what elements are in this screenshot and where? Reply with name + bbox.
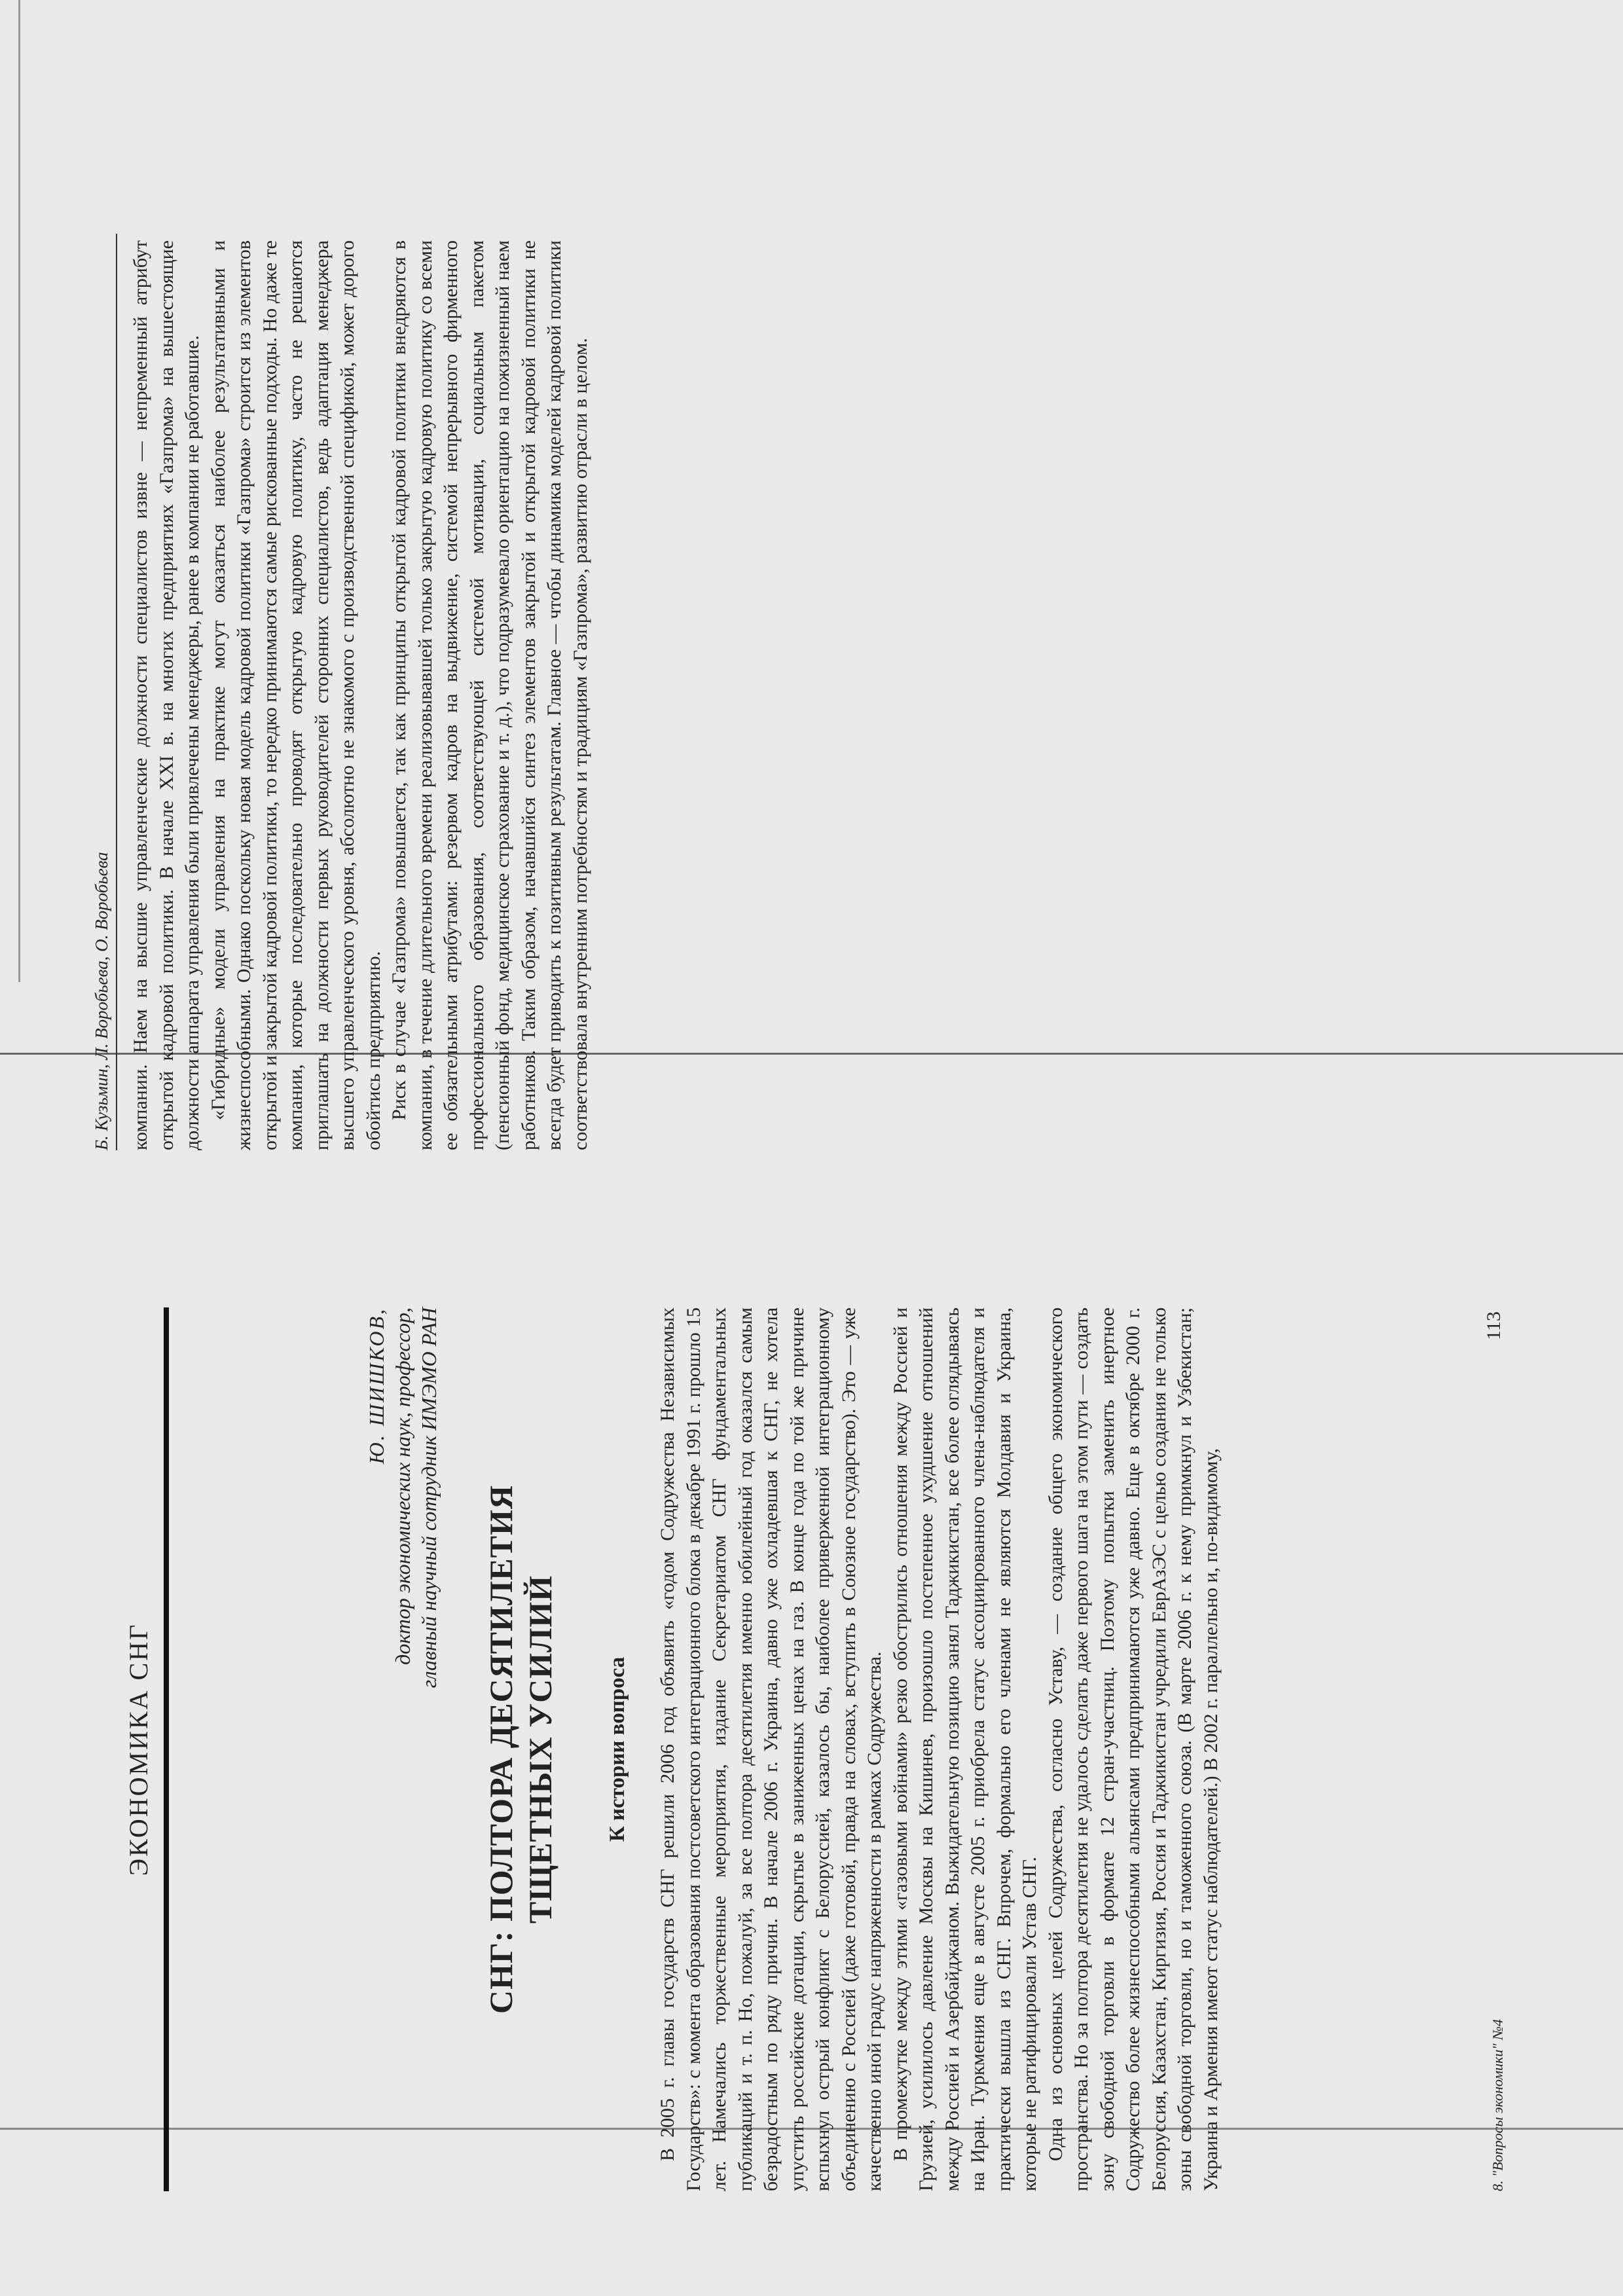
title-line: ТЩЕТНЫХ УСИЛИЙ (522, 1575, 558, 1924)
section-header: ЭКОНОМИКА СНГ (124, 1622, 153, 1876)
title-line: СНГ: ПОЛТОРА ДЕСЯТИЛЕТИЯ (483, 1485, 519, 2014)
paragraph: Одна из основных целей Содружества, согласно Уставу, — создание общего экономического пространства. Но за полтора десятилетия не удалось сделать даже первого шага на этом пути — создать зону свободной торговли в формате 12 стран-участниц. Поэтому попытки заменить инертное Содружество более жизнеспособными альянсами предпринимаются уже давно. Еще в октябре 2000 г. Белоруссия, Казахстан, Киргизия, Россия и Таджикистан учредили ЕврАзЭС с целью создания не только зоны свободной торговли, но и таможенного союза. (В марте 2006 г. к нему примкнул и Узбекистан; Украина и Армения имеют статус наблюдателей.) В 2002 г. параллельно и, по-видимому, (1044, 1307, 1222, 2191)
author-position: главный научный сотрудник ИМЭМО РАН (417, 1307, 441, 1688)
author-block (363, 1307, 442, 1903)
left-page-text (128, 240, 593, 1150)
header-rule (164, 1307, 169, 2191)
subheading: К истории вопроса (606, 1656, 629, 1842)
running-head: Б. Кузьмин, Л. Воробьева, О. Воробьева (92, 234, 117, 1150)
paragraph: Риск в случае «Газпрома» повышается, так как принципы открытой кадровой политики внедряются в компании, в течение длительного времени реализовывавшей только закрытую кадровую политику со всеми ее обязательными атрибутами: резервом кадров на выдвижение, системой непрерывного фирменного профессионального образования, соответствующей системой мотивации, социальным пакетом (пенсионный фонд, медицинское страхование и т. д.), что подразумевало ориентацию на пожизненный наем работников. Таким образом, начавшийся синтез элементов закрытой и открытой кадровой политики не всегда будет приводить к позитивным результатам. Главное — чтобы динамика моделей кадровой политики соответствовала внутренним потребностям и традициям «Газпрома», развитию отрасли в целом. (388, 240, 591, 1150)
paragraph: компании. Наем на высшие управленческие должности специалистов извне — непременный атрибут открытой кадровой политики. В начале XXI в. на многих предприятиях «Газпрома» на вышестоящие должности аппарата управления были привлечены менеджеры, ранее в компании не работавшие. (130, 240, 203, 1150)
paragraph: В 2005 г. главы государств СНГ решили 2006 год объявить «годом Содружества Независимых Государств»: с момента образования постсоветского интеграционного блока в декабре 1991 г. прошло 15 лет. Намечались торжественные мероприятия, издание Секретариатом СНГ фундаментальных публикаций и т. п. Но, пожалуй, за все полтора десятилетия именно юбилейный год оказался самым безрадостным по ряду причин. В начале 2006 г. Украина, давно уже охладевшая к СНГ, не хотела упустить российские дотации, скрытые в заниженных ценах на газ. В конце года по той же причине вспыхнул острый конфликт с Белоруссией, казалось бы, наиболее приверженной интеграционному объединению с Россией (даже готовой, правда на словах, вступить в Союзное государство). Это — уже качественно иной градус напряженности в рамках Содружества. (657, 1307, 885, 2191)
paragraph: В промежутке между этими «газовыми войнами» резко обострились отношения между Россией и Грузией, усилилось давление Москвы на Кишинев, произошло постепенное ухудшение отношений между Россией и Азербайджаном. Выжидательную позицию занял Таджикистан, все более оглядываясь на Иран. Туркмения еще в августе 2005 г. приобрела статус ассоциированного члена-наблюдателя и практически вышла из СНГ. Впрочем, формально его членами не являются Молдавия и Украина, которые не ратифицировали Устав СНГ. (889, 1307, 1040, 2191)
journal-footer: 8. "Вопросы экономики" №4 (1489, 2019, 1506, 2191)
article-body (655, 1307, 1224, 2191)
article-title (481, 1307, 560, 2191)
page-number: 113 (1483, 1311, 1504, 1340)
right-page (0, 1216, 1623, 2296)
author-degree: доктор экономических наук, профессор, (391, 1307, 414, 1665)
paragraph: «Гибридные» модели управления на практике могут оказаться наиболее результативными и жизнеспособными. Однако поскольку новая модель кадровой политики «Газпрома» строится из элементов открытой и закрытой кадровой политики, то нередко принимаются самые рискованные подходы. Но даже те компании, которые последовательно проводят открытую кадровую политику, часто не решаются приглашать на должности первых руководителей сторонних специалистов, ведь адаптация менеджера высшего управленческого уровня, абсолютно не знакомого с производственной спецификой, может дорого обойтись предприятию. (207, 240, 384, 1150)
author-name: Ю. ШИШКОВ, (365, 1307, 388, 1465)
